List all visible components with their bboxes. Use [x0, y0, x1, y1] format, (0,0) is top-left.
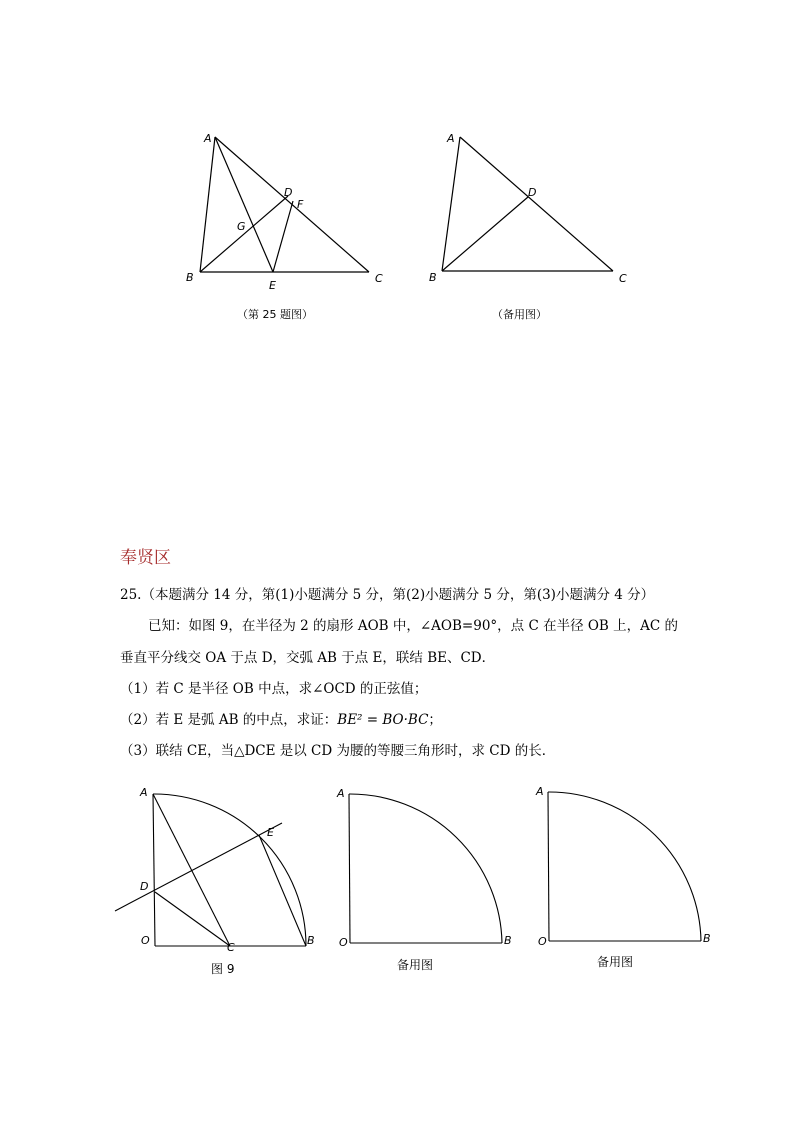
label-C: C	[227, 941, 235, 954]
figure-25-spare	[425, 125, 645, 295]
question-2	[120, 708, 442, 728]
spare-figure-2-caption: 备用图	[597, 955, 634, 969]
question-1: （1）若 C 是半径 OB 中点，求∠OCD 的正弦值；	[120, 681, 428, 697]
label-D: D	[284, 186, 293, 199]
region-title: 奉贤区	[120, 548, 171, 568]
problem-line-2: 垂直平分线交 OA 于点 D，交弧 AB 于点 E，联结 BE、CD．	[120, 650, 496, 666]
label-A: A	[536, 785, 544, 798]
figure-25-spare-caption: （备用图）	[492, 308, 547, 321]
question-3: （3）联结 CE，当△DCE 是以 CD 为腰的等腰三角形时，求 CD 的长．	[120, 743, 556, 759]
question-2-formula: BE² = BO·BC	[337, 712, 429, 728]
label-E: E	[269, 279, 276, 292]
spare-figure-1	[330, 780, 530, 960]
question-2-text: （2）若 E 是弧 AB 的中点，求证：	[120, 712, 338, 728]
figure-25	[180, 125, 400, 295]
label-G: G	[237, 220, 246, 233]
question-2-end: ；	[428, 712, 442, 728]
spare-figure-2	[530, 780, 730, 960]
label-B: B	[429, 271, 437, 284]
label-O: O	[141, 934, 150, 947]
label-C: C	[619, 272, 627, 285]
label-O: O	[339, 936, 348, 949]
figure-25-caption: （第 25 题图）	[237, 308, 313, 321]
label-D: D	[140, 880, 149, 893]
label-B: B	[703, 932, 711, 945]
label-C: C	[375, 272, 383, 285]
label-E: E	[267, 826, 274, 839]
figure-9-caption: 图 9	[211, 962, 235, 976]
label-O: O	[538, 935, 547, 948]
problem-line-1: 已知：如图 9，在半径为 2 的扇形 AOB 中，∠AOB=90°，点 C 在半径 OB 上，AC 的	[148, 618, 679, 634]
label-A: A	[447, 132, 455, 145]
label-B: B	[504, 934, 512, 947]
spare-figure-1-caption: 备用图	[397, 958, 434, 972]
label-A: A	[140, 786, 148, 799]
label-B: B	[307, 934, 315, 947]
figure-9	[110, 780, 320, 960]
problem-header: 25.（本题满分 14 分，第(1)小题满分 5 分，第(2)小题满分 5 分，第(3)小题满分 4 分）	[120, 587, 655, 603]
label-A: A	[204, 132, 212, 145]
label-F: F	[297, 198, 304, 211]
label-D: D	[528, 186, 537, 199]
label-A: A	[337, 787, 345, 800]
label-B: B	[186, 271, 194, 284]
